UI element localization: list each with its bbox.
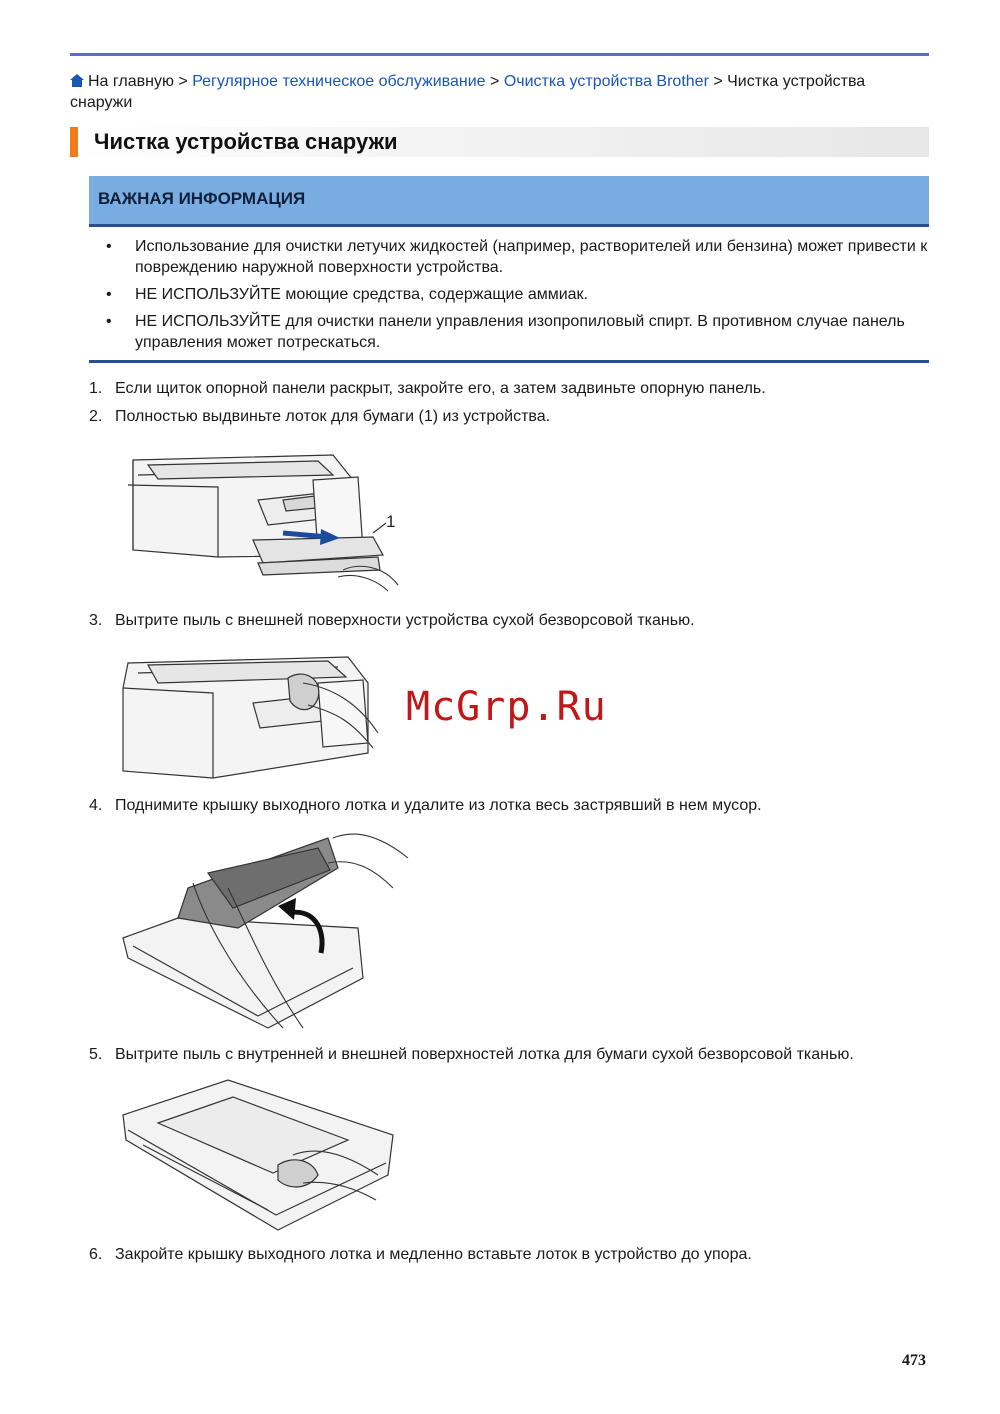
step-5	[89, 1044, 929, 1065]
breadcrumb	[70, 71, 930, 113]
tray-cover-illustration	[118, 828, 413, 1033]
step-6	[89, 1244, 929, 1265]
important-item-text: НЕ ИСПОЛЬЗУЙТЕ моющие средства, содержащие аммиак.	[135, 286, 588, 303]
step-text: Вытрите пыль с внешней поверхности устройства сухой безворсовой тканью.	[115, 612, 695, 629]
bullet: •	[106, 238, 112, 255]
breadcrumb-separator: >	[173, 73, 193, 90]
top-rule	[70, 53, 929, 56]
printer-wipe-illustration	[118, 643, 388, 783]
figure-wipe-tray	[118, 1075, 398, 1235]
printer-tray-illustration	[118, 445, 408, 595]
breadcrumb-separator: >	[708, 73, 728, 90]
tray-wipe-illustration	[118, 1075, 398, 1235]
step-number: 1.	[89, 380, 103, 397]
step-text: Закройте крышку выходного лотка и медленно вставьте лоток в устройство до упора.	[115, 1246, 752, 1263]
breadcrumb-home[interactable]: На главную	[88, 73, 174, 90]
step-4	[89, 795, 929, 816]
important-item	[89, 284, 929, 305]
callout-label: 1	[386, 512, 396, 531]
breadcrumb-current: Чистка устройства снаружи	[70, 73, 866, 111]
step-1	[89, 378, 929, 399]
figure-wipe-exterior	[118, 643, 388, 783]
step-text: Если щиток опорной панели раскрыт, закройте его, а затем задвиньте опорную панель.	[115, 380, 766, 397]
important-list	[89, 236, 929, 359]
breadcrumb-link-maintenance[interactable]: Регулярное техническое обслуживание	[192, 73, 486, 90]
bullet: •	[106, 286, 112, 303]
important-box	[89, 176, 929, 227]
step-number: 6.	[89, 1246, 103, 1263]
important-item-text: НЕ ИСПОЛЬЗУЙТЕ для очистки панели управления изопропиловый спирт. В противном случае панель управления может потрескаться.	[135, 313, 905, 351]
important-item	[89, 311, 929, 353]
bullet: •	[106, 313, 112, 330]
important-bottom-rule	[89, 360, 929, 363]
page-number: 473	[902, 1352, 926, 1369]
important-item-text: Использование для очистки летучих жидкостей (например, растворителей или бензина) может привести к повреждению наружной поверхности устройства.	[135, 238, 928, 276]
step-text: Полностью выдвиньте лоток для бумаги (1) из устройства.	[115, 408, 551, 425]
title-bar	[70, 127, 929, 157]
title-accent	[70, 127, 78, 157]
watermark: McGrp.Ru	[406, 684, 607, 730]
step-number: 2.	[89, 408, 103, 425]
step-text: Поднимите крышку выходного лотка и удалите из лотка весь застрявший в нем мусор.	[115, 797, 762, 814]
breadcrumb-link-cleaning[interactable]: Очистка устройства Brother	[503, 73, 709, 90]
step-number: 4.	[89, 797, 103, 814]
step-number: 3.	[89, 612, 103, 629]
page-title: Чистка устройства снаружи	[94, 129, 398, 154]
important-item	[89, 236, 929, 278]
step-3	[89, 610, 929, 631]
important-title: ВАЖНАЯ ИНФОРМАЦИЯ	[98, 189, 306, 208]
breadcrumb-separator: >	[485, 73, 504, 90]
home-icon[interactable]	[70, 74, 84, 87]
step-text: Вытрите пыль с внутренней и внешней поверхностей лотка для бумаги сухой безворсовой тканью.	[115, 1046, 854, 1063]
figure-tray-pullout	[118, 445, 408, 595]
step-number: 5.	[89, 1046, 103, 1063]
step-2	[89, 406, 929, 427]
figure-lift-cover	[118, 828, 413, 1033]
